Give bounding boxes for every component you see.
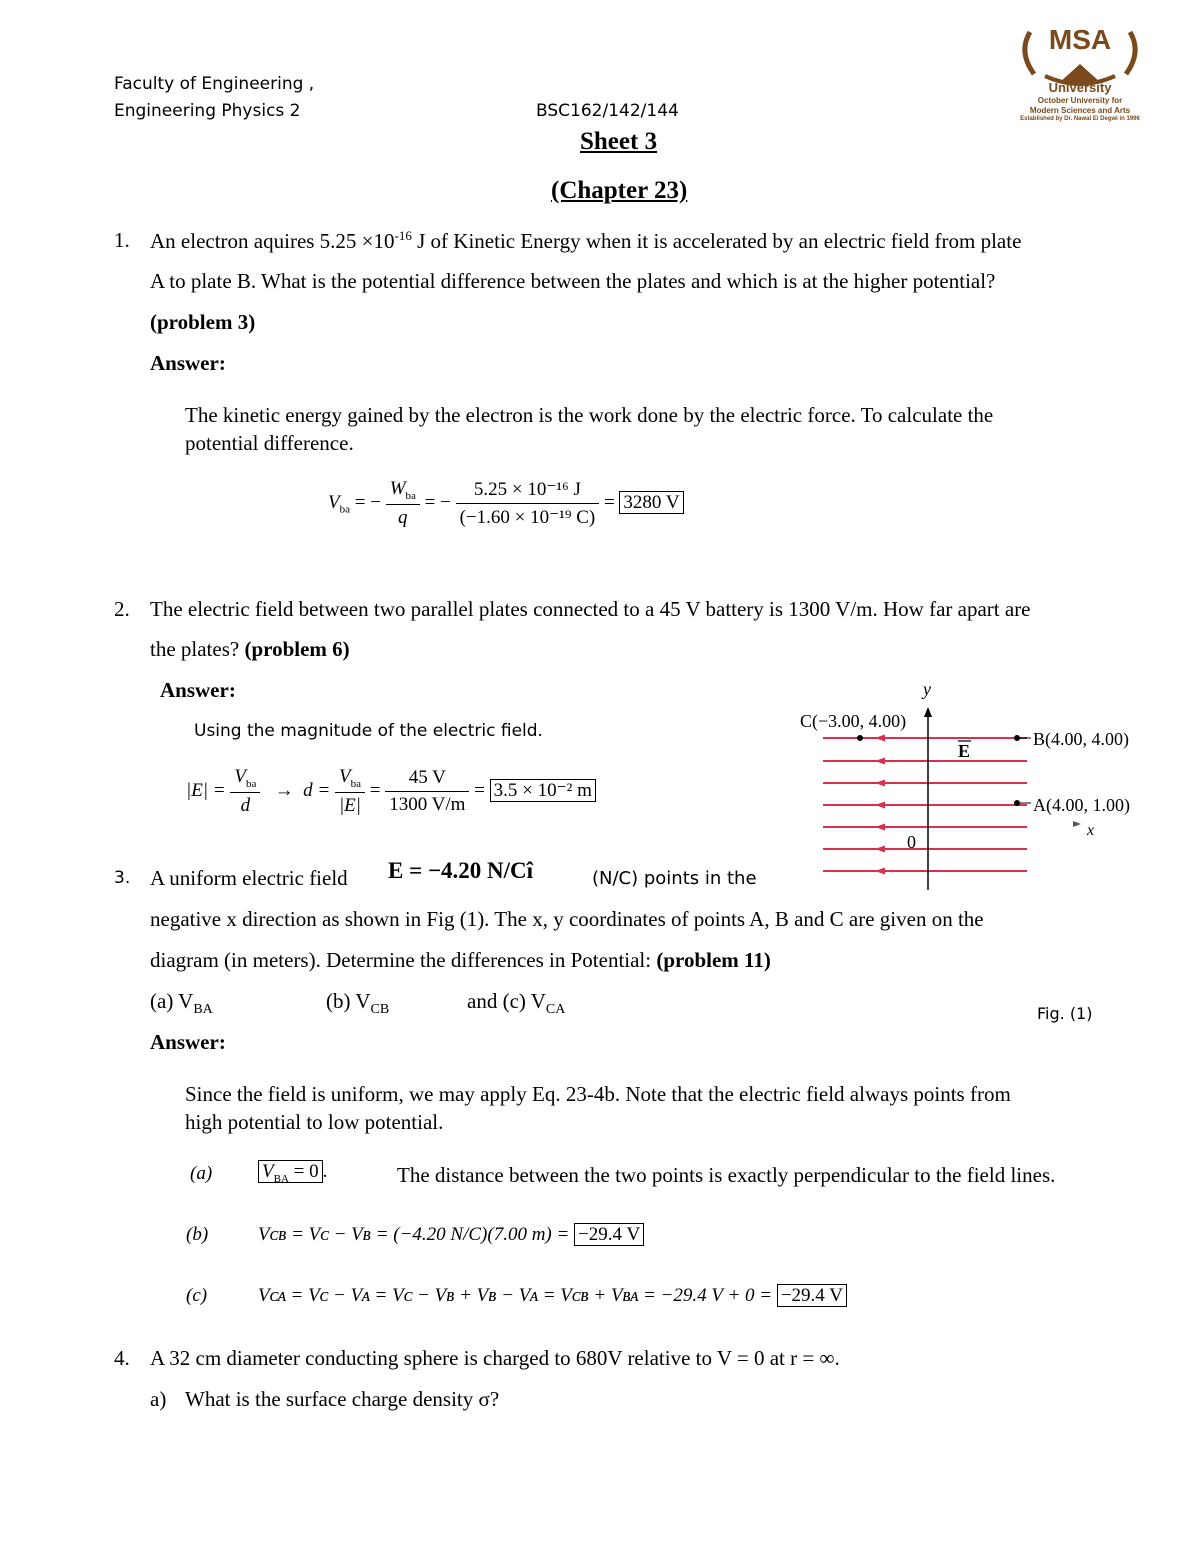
q1-result-box: 3280 V <box>619 491 683 514</box>
q3-c-equation: Vᴄᴀ = Vᴄ − Vᴀ = Vᴄ − Vʙ + Vʙ − Vᴀ = Vᴄʙ + Vʙᴀ = −29.4 V + 0 = −29.4 V <box>258 1285 847 1307</box>
q3-part-b: (b) $V_{CB}$ <box>326 989 390 1018</box>
faculty-name: Faculty of Engineering , <box>114 74 315 94</box>
logo-line-2: Modern Sciences and Arts <box>1029 106 1131 115</box>
field-lines <box>823 735 1027 875</box>
q3-b-label: (b) <box>186 1224 209 1245</box>
x-axis-arrow-icon <box>1073 821 1081 827</box>
logo-line-1: October University for <box>1037 96 1123 105</box>
x-axis-label: x <box>1087 822 1095 839</box>
q3-line-1a: A uniform electric field <box>150 866 348 890</box>
q3-b-equation: Vᴄʙ = Vᴄ − Vʙ = (−4.20 N/C)(7.00 m) = −29.4 V <box>258 1224 644 1246</box>
field-arrow-icon <box>875 735 885 742</box>
logo-line-3: Established by Dr. Nawal El Degwi in 1996 <box>1020 116 1140 122</box>
point-a-label: A(4.00, 1.00) <box>1033 795 1130 815</box>
q1-line-2: A to plate B. What is the potential difference between the plates and which is at the higher potential? <box>150 269 996 293</box>
q1-answer-line-2: potential difference. <box>185 431 354 455</box>
field-arrow-icon <box>875 846 885 853</box>
q3-answer-label: Answer: <box>150 1030 226 1054</box>
q3-number: 3. <box>114 868 131 888</box>
q1-ref: (problem 3) <box>150 310 256 334</box>
q3-part-c: and (c) $V_{CA}$ <box>467 989 566 1018</box>
q1-number: 1. <box>114 228 130 252</box>
field-arrow-icon <box>875 758 885 765</box>
logo-university: University <box>1048 80 1112 95</box>
q2-line-2: the plates? (problem 6) <box>150 637 350 661</box>
field-vector-label: E <box>958 741 971 761</box>
q3-answer-line-1: Since the field is uniform, we may apply Eq. 23-4b. Note that the electric field always points from <box>185 1082 1011 1106</box>
q2-equation: |E| = $\frac{V_{ba}}{d}$ → d = $\frac{V_{ba}}{|E|}$ = $\frac{45 V}{1300 V/m}$ = 3.5 × 10⁻² m <box>186 766 596 817</box>
q1-answer-line-1: The kinetic energy gained by the electron is the work done by the electric force. To calculate the <box>185 403 994 427</box>
field-arrow-icon <box>875 802 885 809</box>
q3-a-label: (a) <box>190 1163 213 1184</box>
q4-part-a-label: a) <box>150 1387 167 1411</box>
q3-c-label: (c) <box>186 1285 208 1306</box>
field-arrow-icon <box>875 780 885 787</box>
point-c-dot <box>857 735 863 741</box>
sheet-title: Sheet 3 <box>580 128 658 155</box>
course-code: BSC162/142/144 <box>536 101 679 121</box>
field-arrow-icon <box>875 868 885 875</box>
field-arrow-icon <box>875 824 885 831</box>
q3-part-a: (a) $V_{BA}$ <box>150 989 213 1018</box>
point-c-label: C(−3.00, 4.00) <box>800 711 907 731</box>
q3-line-2: negative x direction as shown in Fig (1). The x, y coordinates of points A, B and C are given on the <box>150 907 984 931</box>
y-axis-arrow-icon <box>924 707 932 717</box>
figure-1-field-diagram <box>795 675 1155 900</box>
y-axis-label: y <box>923 679 931 699</box>
q1-answer-label: Answer: <box>150 351 226 375</box>
figure-caption: Fig. (1) <box>1037 1004 1093 1023</box>
q4-line-1: A 32 cm diameter conducting sphere is charged to 680V relative to V = 0 at r = ∞. <box>150 1346 840 1370</box>
q2-answer-label: Answer: <box>160 678 236 702</box>
q3-a-result: $V_{BA} = 0$ . <box>258 1161 327 1185</box>
q1-equation: $V_{ba}$ = − $\frac{W_{ba}}{q}$ = − $\frac{\text{5.25 × 10⁻¹⁶ J}}{\text{(−1.60 × 10⁻¹⁹ C)}}$ = 3280 V <box>328 478 684 529</box>
q3-field-expression: E = −4.20 N/Cî <box>388 858 534 883</box>
course-name: Engineering Physics 2 <box>114 101 301 121</box>
q3-answer-line-2: high potential to low potential. <box>185 1110 444 1134</box>
q3-b-result-box: −29.4 V <box>574 1223 644 1246</box>
q3-c-result-box: −29.4 V <box>777 1284 847 1307</box>
q2-result-box: 3.5 × 10⁻² m <box>490 779 596 802</box>
q2-line-1: The electric field between two parallel plates connected to a 45 V battery is 1300 V/m. How far apart are <box>150 597 1031 621</box>
q3-line-1b: (N/C) points in the <box>592 868 757 889</box>
q4-number: 4. <box>114 1346 130 1370</box>
q2-answer-line-1: Using the magnitude of the electric field. <box>194 721 543 741</box>
q1-line-1: An electron aquires $5.25 \times 10^{-16}$ J of Kinetic Energy when it is accelerated by an electric field from plate <box>150 228 1022 253</box>
point-b-label: B(4.00, 4.00) <box>1033 729 1129 749</box>
q3-a-text: The distance between the two points is exactly perpendicular to the field lines. <box>397 1163 1056 1187</box>
q4-part-a: What is the surface charge density σ? <box>185 1387 500 1411</box>
chapter-title: (Chapter 23) <box>551 177 688 204</box>
q3-line-3: diagram (in meters). Determine the differences in Potential: (problem 11) <box>150 948 771 972</box>
origin-label: 0 <box>907 832 916 852</box>
logo-brand: MSA <box>1048 24 1112 55</box>
q2-number: 2. <box>114 597 130 621</box>
msa-university-logo <box>1000 22 1160 132</box>
